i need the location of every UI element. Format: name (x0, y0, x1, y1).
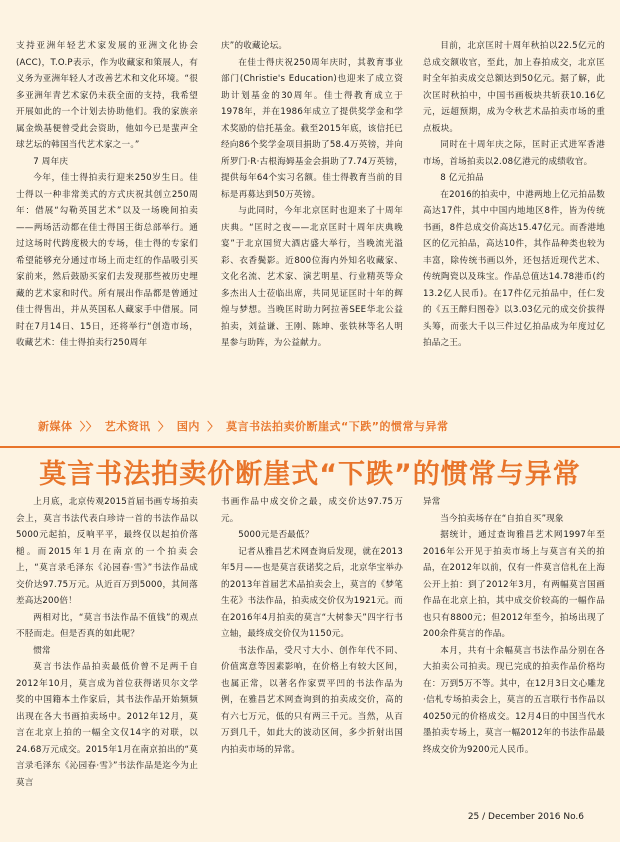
text-column-top-left (16, 38, 198, 352)
paragraph: 同时在十周年庆之际，匡时正式进军香港市场，首场拍卖以2.08亿港元的成绩收官。 (423, 140, 605, 167)
paragraph: 据统计，通过查询雅昌艺术网1997年至2016年公开见于拍卖市场上与莫言有关的拍品，在2012年以前，仅有一件莫言信札在上海公开上拍：到了2012年3月，有两幅莫言国画作品在北京上拍，其中成交价较高的一幅作品也只有8800元；但2012年至今，拍场出现了200余件莫言的作品。 (423, 530, 605, 639)
paragraph: 异常 (423, 497, 441, 507)
breadcrumb-separator: 〉 (207, 420, 219, 433)
paragraph: 与此同时，今年北京匡时也迎来了十周年庆典。“匡时之夜——北京匡时十周年庆典晚宴”于北京国贸大酒店盛大举行，当晚流光溢彩、衣香鬓影。近800位海内外知名收藏家、文化名流、艺术家、演艺明星、行业精英等众多杰出人士莅临出席，共同见证匡时十年的辉煌与梦想。当晚匡时助力阿拉善SEE华北公益拍卖，刘益谦、王刚、陈坤、张铁林等名人明星参与助阵，为公益献力。 (221, 206, 403, 348)
breadcrumb (38, 418, 598, 434)
paragraph: 两相对比，“莫言书法作品不值钱”的观点不胫而走。但是否真的如此呢？ (16, 612, 198, 639)
paragraph: 上月底，北京传观2015首届书画专场拍卖会上，莫言书法代表白珍诗一首的书法作品以5000元起拍，反响平平，最终仅以起拍价落槌。而2015年1月在南京的一个拍卖会上，“莫言录毛泽东《沁园春·雪》”书法作品成交价达97.75万元。从近百万到5000，其间落差高达200倍！ (16, 497, 198, 606)
text-column-top-middle (221, 38, 403, 352)
text-column-bottom-right (423, 494, 605, 758)
paragraph: 书法作品，受尺寸大小、创作年代不同、价值寓意等因素影响，在价格上有较大区间，也属正常，以著名作家贾平凹的书法作品为例，在雅昌艺术网查询到的拍卖成交价，高的有六七万元，低的只有两三千元。当然，从百万到几千，如此大的波动区间，多少折射出国内拍卖市场的异常。 (221, 645, 403, 755)
breadcrumb-item-domestic[interactable]: 国内 (176, 420, 200, 433)
breadcrumb-separator: 〉 (158, 420, 170, 433)
paragraph: 记者从雅昌艺术网查询后发现，就在2013年5月——也是莫言获诺奖之后，北京华宝举办的2013年首届艺术品拍卖会上，莫言的《梦笔生花》书法作品，拍卖成交价仅为1921元。而在2016年4月拍卖的莫言“大树参天”四字行书立轴，最终成交价仅为1150元。 (221, 546, 403, 639)
paragraph: 在佳士得庆祝250周年庆时，其教育事业部门(Christie's Education)也迎来了成立资助计划基金的30周年。佳士得教育成立于1978年，并在1986年成立了提供奖学金和学术奖励的信托基金。截至2015年底，该信托已经向86个奖学金项目捐助了58.4万英镑，并向所罗门·R·古根海姆基金会捐助了7.74万英镑，提供每年64个实习名额。佳士得教育当前的目标是再募达到50万英镑。 (221, 57, 403, 200)
breadcrumb-item-article: 莫言书法拍卖价断崖式“下跌”的惯常与异常 (226, 420, 449, 433)
paragraph: 庆”的收藏论坛。 (221, 41, 288, 51)
paragraph: 7 周年庆 (33, 156, 69, 167)
paragraph: 在2016的拍卖中，中港两地上亿元拍品数高达17件，其中中国内地地区8件，皆为传统书画，8件总成交价高达15.47亿元。而香港地区的亿元拍品，高达10件，其作品种类也较为丰富，除传统书画以外，还包括近现代艺术、传统陶瓷以及珠宝。作品总值达14.78港币(约13.2亿人民币)。在17件亿元拍品中，任仁发的《五王醉归图卷》以3.03亿元的成交价拔得头筹，而张大千以三件过亿拍品成为年度过亿拍品之王。 (423, 189, 605, 348)
paragraph: 莫言书法作品拍卖最低价曾不足两千自2012年10月，莫言成为首位获得诺贝尔文学奖的中国籍本土作家后，其书法作品开始频频出现在各大书画拍卖场中。2012年12月，莫言在北京上拍的一幅全文仅14字的对联，以24.68万元成交。2015年1月在南京拍出的“莫言录毛泽东《沁园春·雪》”书法作品是迄今为止莫言 (16, 662, 198, 788)
article-headline: 莫言书法拍卖价断崖式“下跌”的惯常与异常 (39, 459, 581, 490)
paragraph: 当今拍卖场存在“自拍自买”现象 (440, 513, 564, 524)
paragraph: 今年，佳士得拍卖行迎来250岁生日。佳士得以一种非常美式的方式庆祝其创立250周年：借展“勾勒英国艺术”以及一场晚间拍卖——两场活动都在佳士得国王街总部举行。通过这场时代跨度极大的专场，佳士得的专家们希望能够充分通过市场上而走红的作品吸引买家前来，然后鼓励买家们去发现那些被历史埋藏的艺术家和时代。所有展出作品都是曾通过佳士得售出，并从英国私人藏家手中借展。同时在7月14日、15日，还将举行“创造市场，收藏艺术：佳士得拍卖行250周年 (16, 173, 198, 348)
paragraph: 目前，北京匡时十周年秋拍以22.5亿元的总成交额收官，至此，加上春拍成交，北京匡时全年拍卖成交总额达到50亿元。据了解，此次匡时秋拍中，中国书画板块共斩获10.16亿元，远超预期，成为令秋艺术品拍卖市场的重点板块。 (423, 41, 605, 134)
breadcrumb-separator: 〉〉 (79, 420, 98, 433)
paragraph: 惯常 (33, 645, 51, 656)
paragraph: 支持亚洲年轻艺术家发展的亚洲文化协会(ACC)，T.O.P表示，作为收藏家和策展人，有义务为亚洲年轻人才改善艺术和文化环境。“很多亚洲年青艺术家仍未获全面的支持，我希望开展如此的一个计划去协助他们。我的家族亲属金焕基便曾受此会资助，他如今已是蜚声全球艺坛的韩国当代艺术家之一。” (16, 41, 198, 150)
page-footer: 25 / December 2016 No.6 (467, 812, 584, 822)
text-column-bottom-middle (221, 494, 403, 758)
paragraph: 5000元是否最低？ (238, 530, 314, 540)
paragraph: 本月，共有十余幅莫言书法作品分别在各大拍卖公司拍卖。现已完成的拍卖作品价格均在：万到5万不等。其中，在12月3日文心雕龙·信札专场拍卖会上，莫言的五言联行书作品以40250元的价格成交。12月4日的中国当代水墨拍卖专场上，莫言一幅2012年的书法作品最终成交价为9200元人民币。 (423, 645, 605, 755)
section-divider (0, 446, 620, 448)
breadcrumb-item-art-news[interactable]: 艺术资讯 (104, 420, 151, 433)
breadcrumb-item-new-media[interactable]: 新媒体 (38, 420, 73, 433)
paragraph: 书画作品中成交价之最，成交价达97.75万元。 (221, 497, 403, 524)
paragraph: 8 亿元拍品 (440, 173, 484, 183)
text-column-top-right (423, 38, 605, 352)
text-column-bottom-left (16, 494, 198, 791)
